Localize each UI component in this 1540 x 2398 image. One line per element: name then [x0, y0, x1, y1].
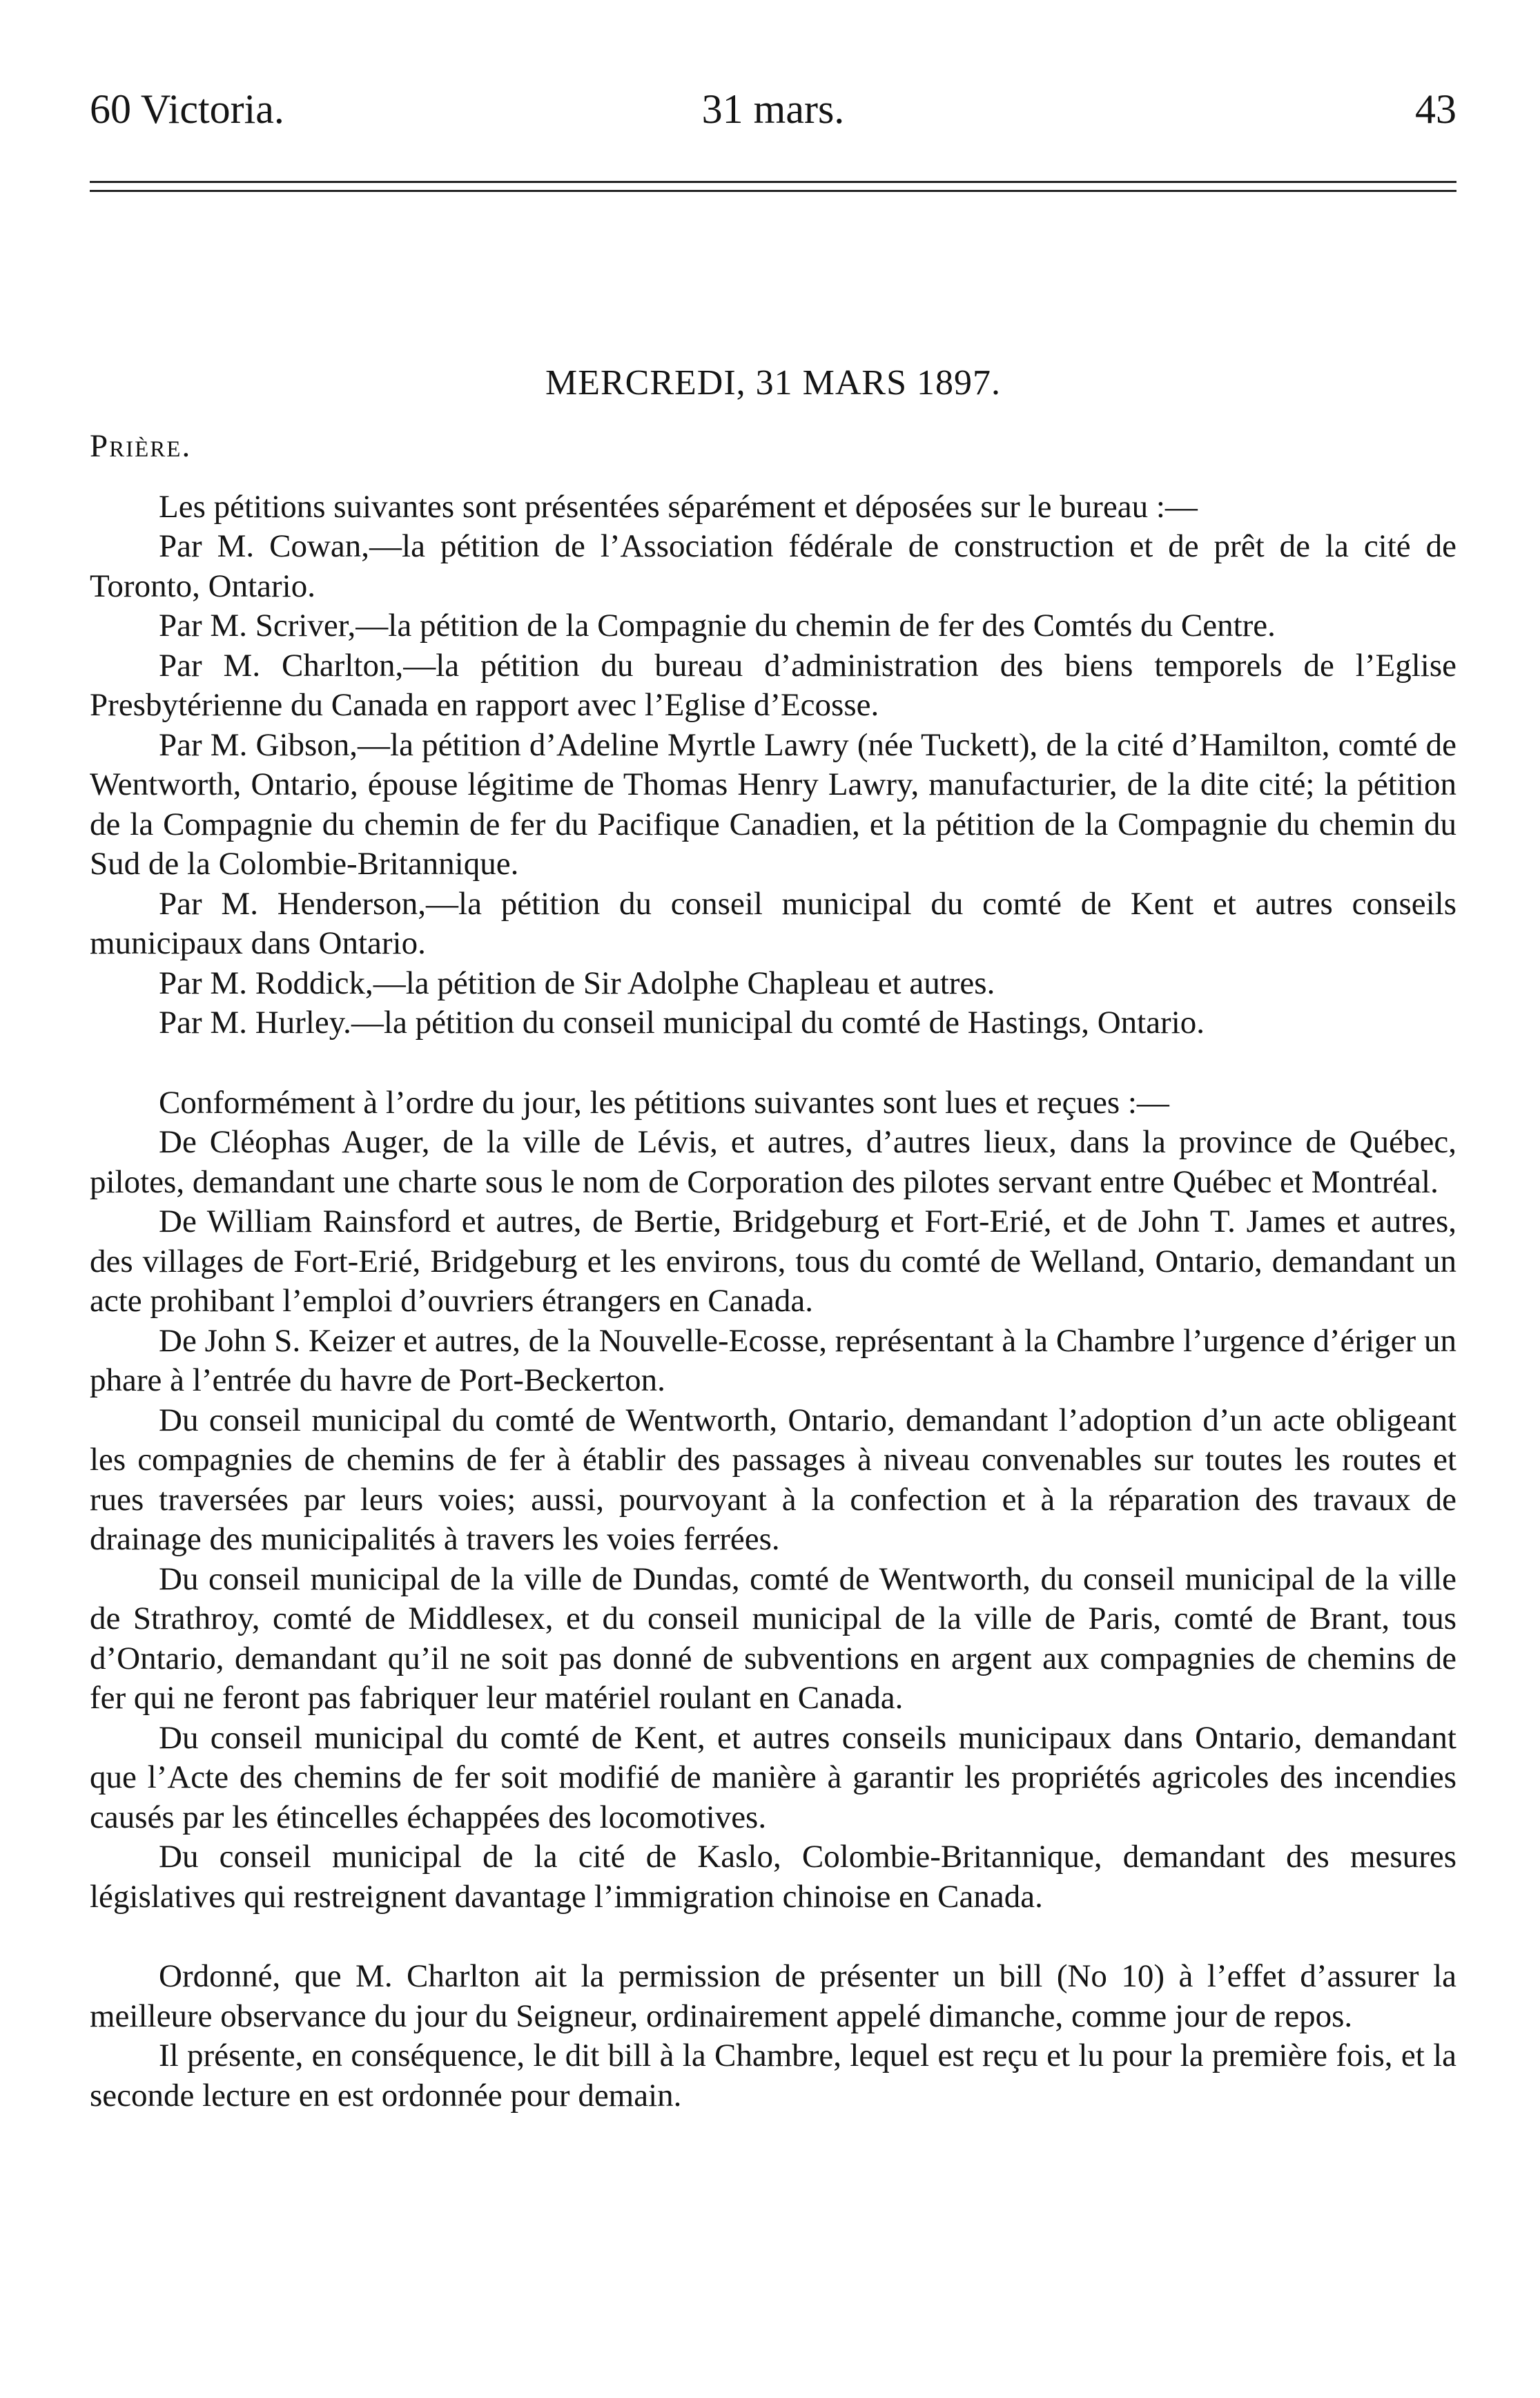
petition-read-item: De Cléophas Auger, de la ville de Lévis, et autres, d’autres lieux, dans la province de Québec, pilotes, demandant une charte sous le nom de Corporation des pilotes servant entre Québec et Montréal. — [90, 1124, 1456, 1200]
bill-first-reading: Il présente, en conséquence, le dit bill à la Chambre, lequel est reçu et lu pour la première fois, et la seconde lecture en est ordonnée pour demain. — [90, 2038, 1456, 2114]
petition-read-item: Du conseil municipal de la cité de Kaslo, Colombie-Britannique, demandant des mesures législatives qui restreignent davantage l’immigration chinoise en Canada. — [90, 1839, 1456, 1915]
petition-read-item: Du conseil municipal du comté de Wentworth, Ontario, demandant l’adoption d’un acte obligeant les compagnies de chemins de fer à établir des passages à niveau convenables sur toutes les routes et rues traversées par leurs voies; aussi, pourvoyant à la confection et à la réparation des travaux de drainage des municipalités à travers les voies ferrées. — [90, 1402, 1456, 1557]
petition-presented-item: Par M. Gibson,—la pétition d’Adeline Myrtle Lawry (née Tuckett), de la cité d’Hamilton, comté de Wentworth, Ontario, épouse légitime de Thomas Henry Lawry, manufacturier, de la dite cité; la pétition de la Compagnie du chemin de fer du Pacifique Canadien, et la pétition de la Compagnie du chemin du Sud de la Colombie-Britannique. — [90, 726, 1456, 882]
petition-presented-item: Par M. Scriver,—la pétition de la Compagnie du chemin de fer des Comtés du Centre. — [159, 608, 1276, 644]
session-label: 60 Victoria. — [90, 86, 284, 132]
journal-body — [90, 359, 1456, 2116]
petition-read-item: Du conseil municipal de la ville de Dundas, comté de Wentworth, du conseil municipal de la ville de Strathroy, comté de Middlesex, et du conseil municipal de la ville de Paris, comté de Brant, tous d’Ontario, demandant qu’il ne soit pas donné de subventions en argent aux compagnies de chemins de fer qui ne feront pas fabriquer leur matériel roulant en Canada. — [90, 1560, 1456, 1716]
petitions-presented-intro: Les pétitions suivantes sont présentées séparément et déposées sur le bureau :— — [159, 488, 1198, 525]
header-rule-top — [90, 181, 1456, 183]
journal-page — [90, 0, 1456, 2398]
petition-read-item: Du conseil municipal du comté de Kent, et autres conseils municipaux dans Ontario, demandant que l’Acte des chemins de fer soit modifié de manière à garantir les propriétés agricoles des incendies causés par les étincelles échappées des locomotives. — [90, 1719, 1456, 1835]
priere-label: Prière. — [90, 428, 192, 464]
petition-presented-item: Par M. Charlton,—la pétition du bureau d’administration des biens temporels de l’Eglise Presbytérienne du Canada en rapport avec l’Eglise d’Ecosse. — [90, 647, 1456, 723]
petition-presented-item: Par M. Hurley.—la pétition du conseil municipal du comté de Hastings, Ontario. — [159, 1005, 1205, 1041]
petition-read-item: De John S. Keizer et autres, de la Nouvelle-Ecosse, représentant à la Chambre l’urgence d’ériger un phare à l’entrée du havre de Port-Beckerton. — [90, 1322, 1456, 1398]
sitting-date-title: MERCREDI, 31 MARS 1897. — [545, 363, 1002, 403]
petitions-read-intro: Conformément à l’ordre du jour, les pétitions suivantes sont lues et reçues :— — [159, 1084, 1169, 1121]
header-date: 31 mars. — [701, 86, 845, 132]
running-header — [90, 81, 1456, 137]
petition-read-item: De William Rainsford et autres, de Bertie, Bridgeburg et Fort-Erié, et de John T. James et autres, des villages de Fort-Erié, Bridgeburg et les environs, tous du comté de Welland, Ontario, demandant un acte prohibant l’emploi d’ouvriers étrangers en Canada. — [90, 1203, 1456, 1319]
order-charlton-bill: Ordonné, que M. Charlton ait la permission de présenter un bill (No 10) à l’effet d’assurer la meilleure observance du jour du Seigneur, ordinairement appelé dimanche, comme jour de repos. — [90, 1958, 1456, 2034]
page-number: 43 — [1415, 86, 1456, 132]
petition-presented-item: Par M. Roddick,—la pétition de Sir Adolphe Chapleau et autres. — [159, 965, 995, 1001]
header-rule-bottom — [90, 190, 1456, 192]
petition-presented-item: Par M. Henderson,—la pétition du conseil municipal du comté de Kent et autres conseils municipaux dans Ontario. — [90, 885, 1456, 961]
petition-presented-item: Par M. Cowan,—la pétition de l’Association fédérale de construction et de prêt de la cité de Toronto, Ontario. — [90, 528, 1456, 604]
